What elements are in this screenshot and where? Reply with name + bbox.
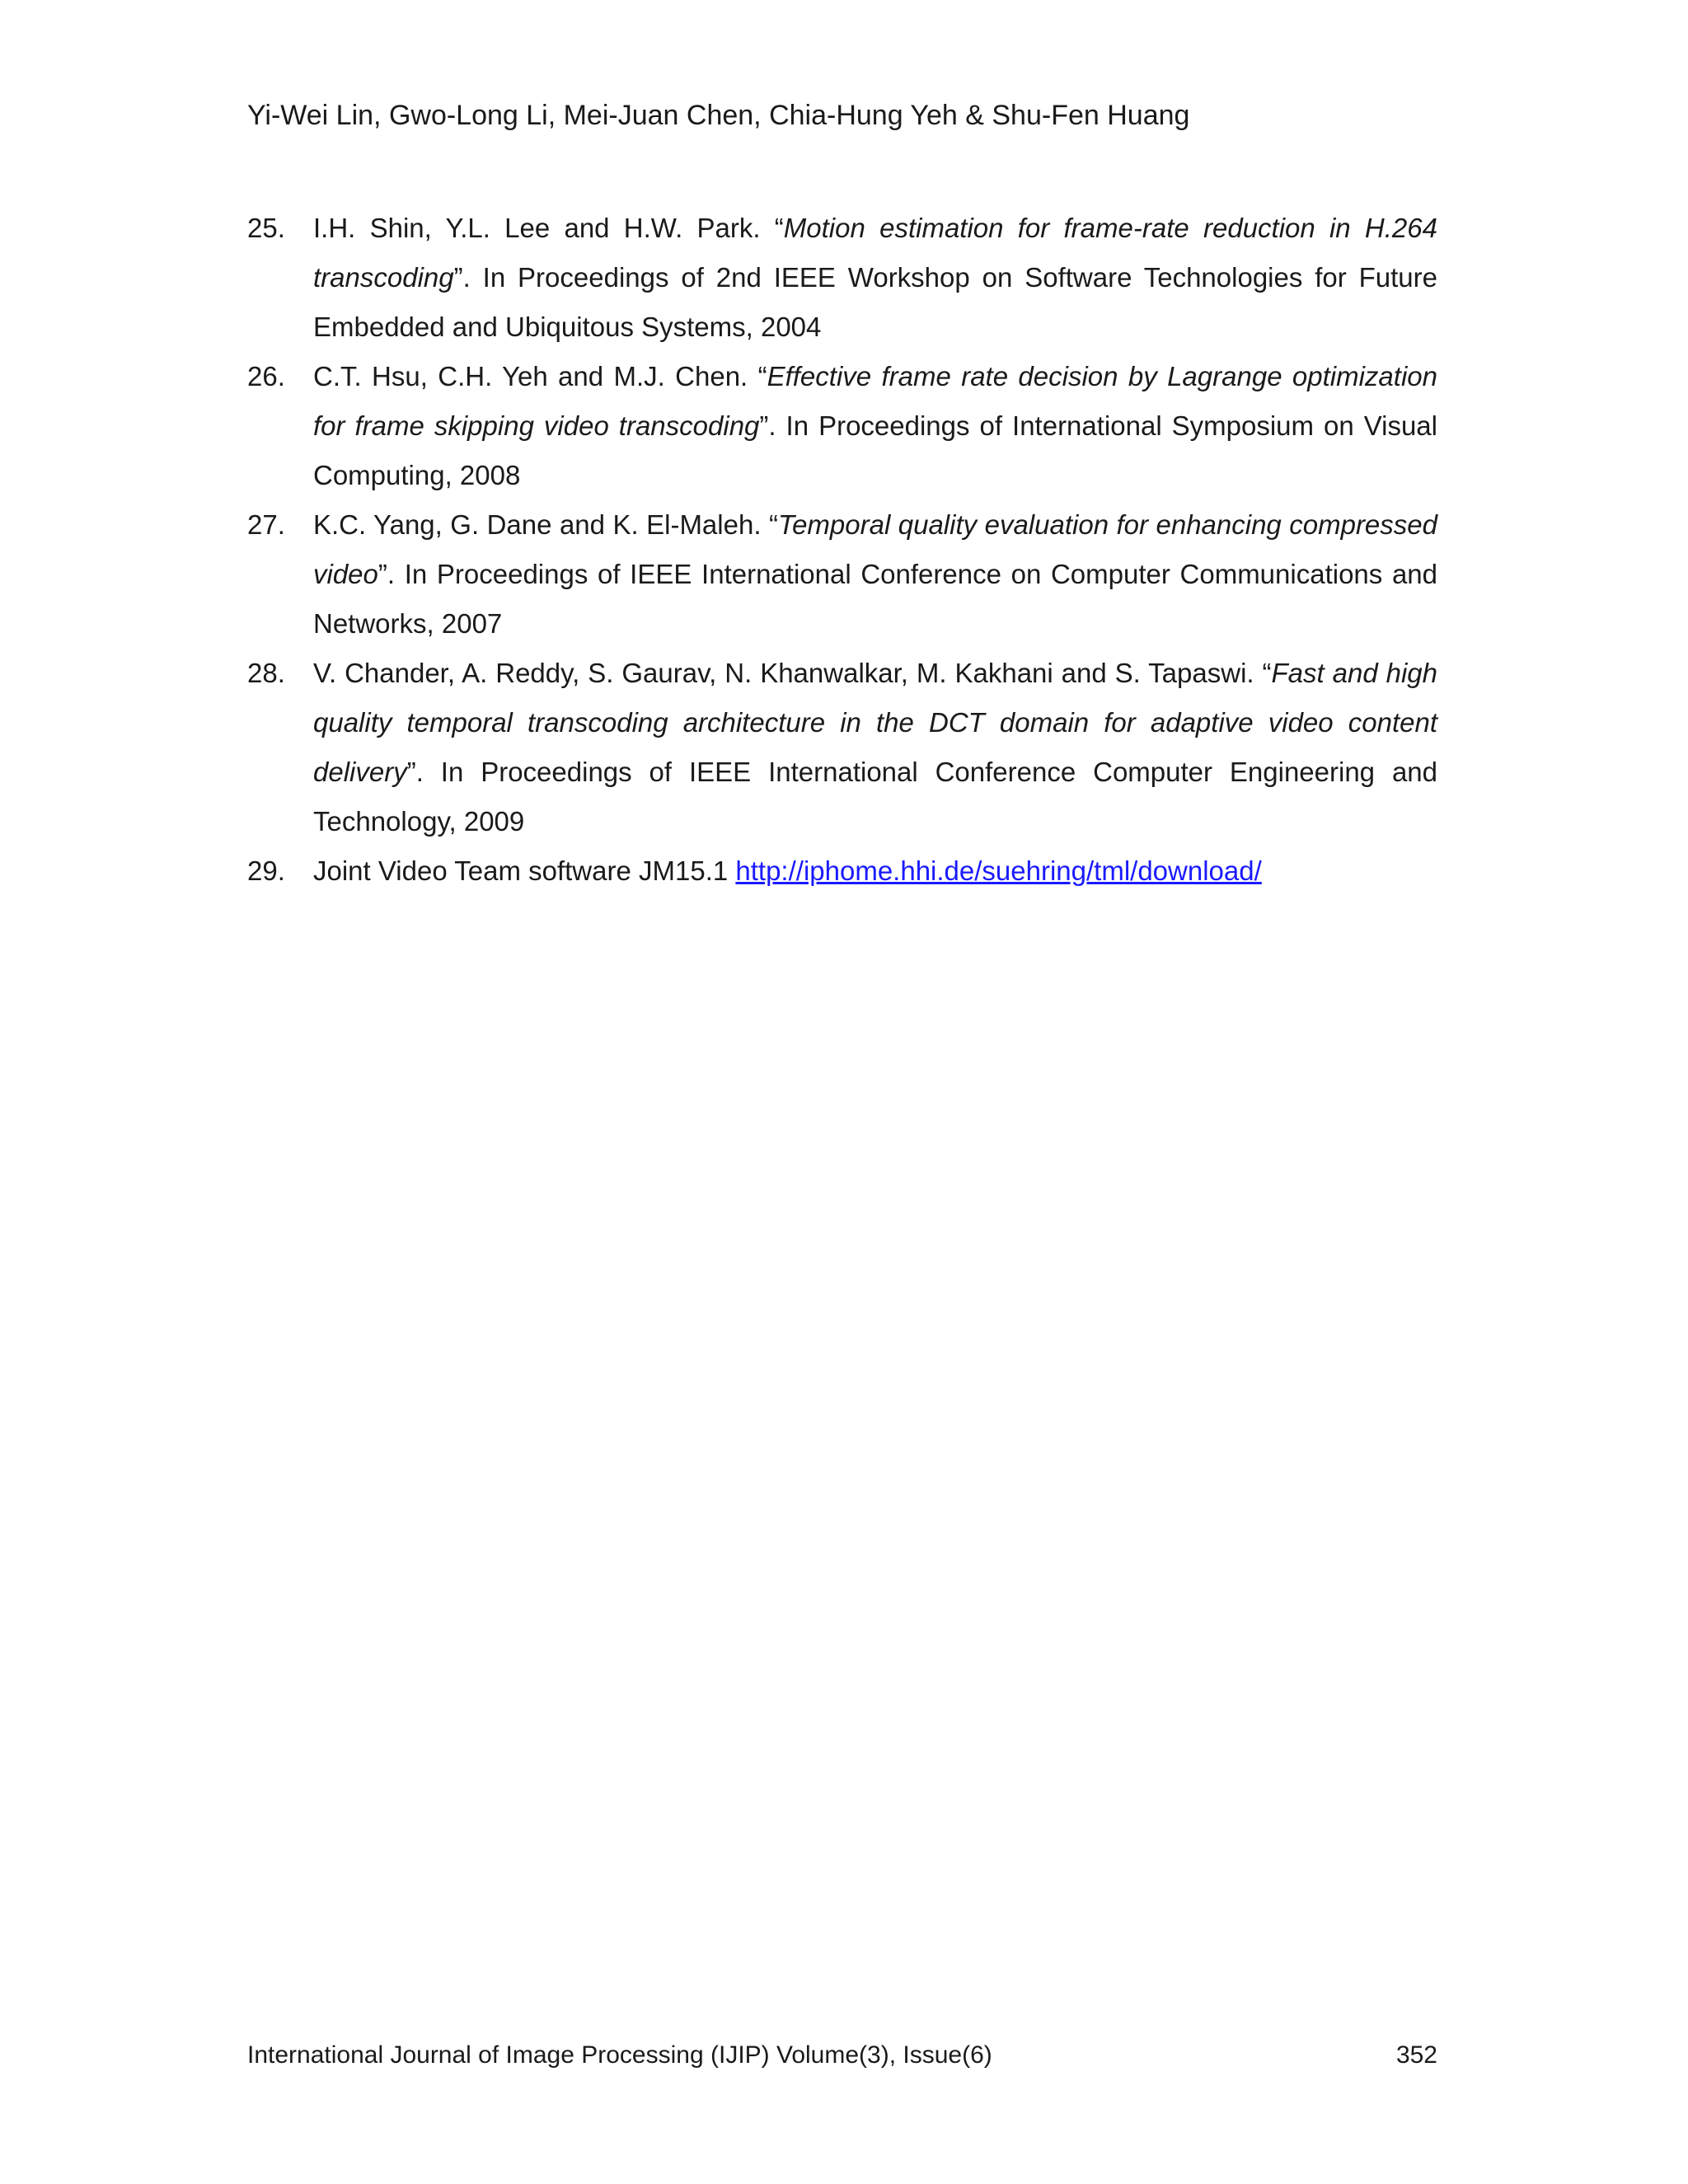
reference-list — [247, 204, 1437, 896]
reference-venue: ”. In Proceedings of IEEE International Conference Computer Engineering and Technology, 2009 — [313, 757, 1437, 837]
running-header: Yi-Wei Lin, Gwo-Long Li, Mei-Juan Chen, Chia-Hung Yeh & Shu-Fen Huang — [247, 100, 1190, 131]
reference-venue: ”. In Proceedings of International Symposium on Visual Computing, 2008 — [313, 410, 1437, 490]
journal-citation: International Journal of Image Processing (IJIP) Volume(3), Issue(6) — [247, 2041, 992, 2069]
reference-number: 28. — [247, 658, 285, 688]
reference-authors: I.H. Shin, Y.L. Lee and H.W. Park. “ — [313, 213, 784, 243]
reference-number: 27. — [247, 509, 285, 540]
reference-number: 29. — [247, 855, 285, 886]
reference-number: 25. — [247, 213, 285, 243]
software-download-link[interactable]: http://iphome.hhi.de/suehring/tml/download/ — [735, 855, 1262, 886]
reference-item-26 — [247, 352, 1437, 500]
reference-venue: ”. In Proceedings of 2nd IEEE Workshop on Software Technologies for Future Embedded and Ubiquitous Systems, 2004 — [313, 262, 1437, 342]
reference-item-29 — [247, 846, 1437, 896]
reference-title: Motion estimation for frame-rate reduction in H.264 transcoding — [313, 213, 1437, 293]
reference-authors: C.T. Hsu, C.H. Yeh and M.J. Chen. “ — [313, 361, 767, 391]
reference-authors: K.C. Yang, G. Dane and K. El-Maleh. “ — [313, 509, 778, 540]
reference-venue: ”. In Proceedings of IEEE International Conference on Computer Communications and Networks, 2007 — [313, 559, 1437, 639]
reference-item-28 — [247, 649, 1437, 846]
page-number: 352 — [1395, 2041, 1437, 2069]
reference-title: Temporal quality evaluation for enhancing compressed video — [313, 509, 1437, 589]
reference-item-25 — [247, 204, 1437, 352]
reference-authors: V. Chander, A. Reddy, S. Gaurav, N. Khanwalkar, M. Kakhani and S. Tapaswi. “ — [313, 658, 1272, 688]
reference-text: Joint Video Team software JM15.1 — [313, 855, 736, 886]
reference-number: 26. — [247, 361, 285, 391]
reference-item-27 — [247, 500, 1437, 649]
reference-title: Fast and high quality temporal transcoding architecture in the DCT domain for adaptive video content delivery — [313, 658, 1437, 787]
reference-title: Effective frame rate decision by Lagrange optimization for frame skipping video transcoding — [313, 361, 1437, 441]
